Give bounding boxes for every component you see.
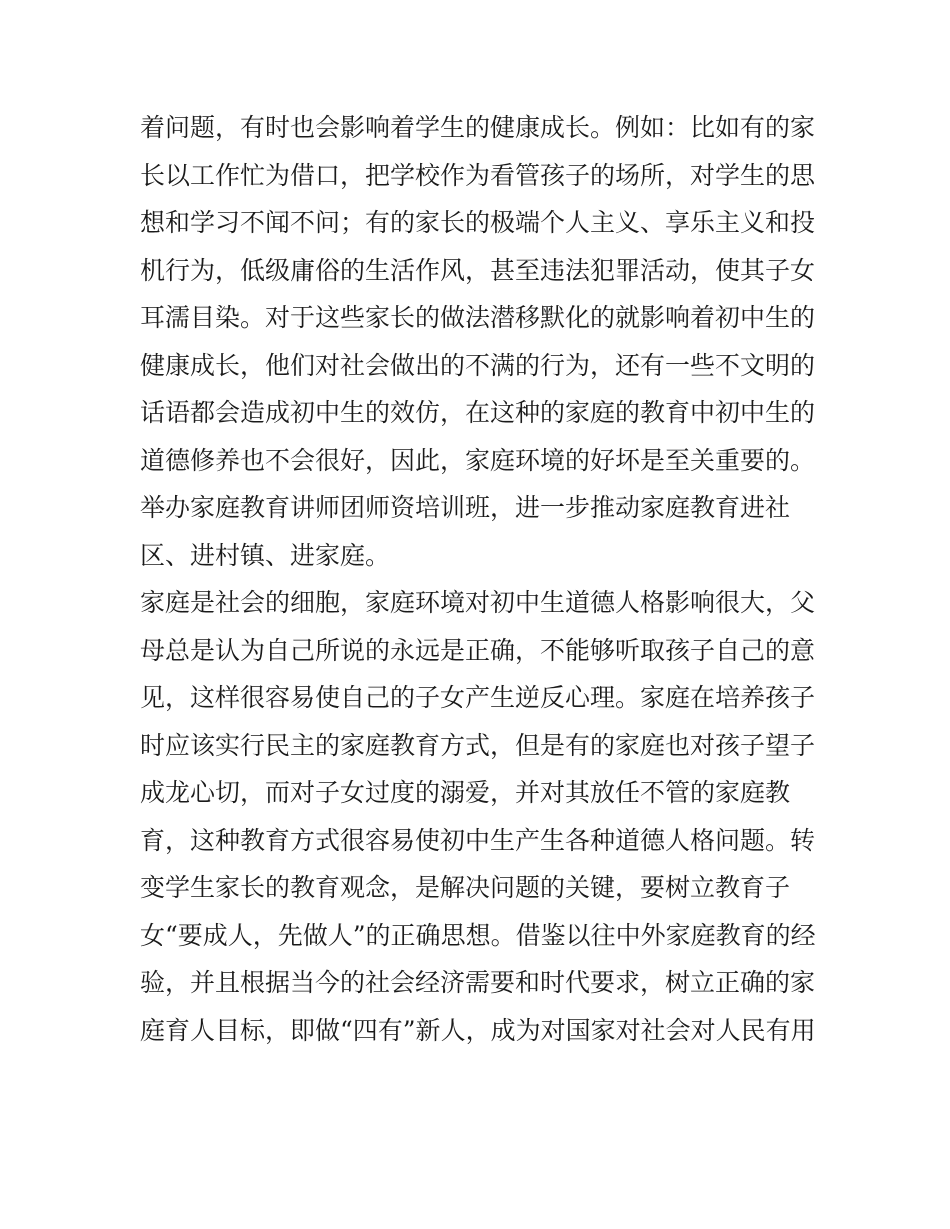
text-line: 健康成长，他们对社会做出的不满的行为，还有一些不文明的 [140, 350, 816, 380]
text-line: 道德修养也不会很好，因此，家庭环境的好坏是至关重要的。 [140, 445, 816, 475]
text-line: 见，这样很容易使自己的子女产生逆反心理。家庭在培养孩子 [140, 683, 816, 712]
text-line: 母总是认为自己所说的永远是正确，不能够听取孩子自己的意 [140, 635, 816, 665]
text-line: 验，并且根据当今的社会经济需要和时代要求，树立正确的家 [140, 968, 816, 997]
text-line: 机行为，低级庸俗的生活作风，甚至违法犯罪活动，使其子女 [140, 255, 816, 285]
text-line: 着问题，有时也会影响着学生的健康成长。例如：比如有的家 [140, 113, 816, 142]
text-line: 成龙心切，而对子女过度的溺爱，并对其放任不管的家庭教 [140, 778, 791, 807]
text-line: 耳濡目染。对于这些家长的做法潜移默化的就影响着初中生的 [140, 303, 816, 332]
text-line: 女“要成人，先做人”的正确思想。借鉴以往中外家庭教育的经 [140, 920, 816, 950]
text-line: 想和学习不闻不问；有的家长的极端个人主义、享乐主义和投 [140, 208, 816, 237]
text-line: 变学生家长的教育观念，是解决问题的关键，要树立教育子 [140, 873, 791, 902]
text-line: 时应该实行民主的家庭教育方式，但是有的家庭也对孩子望子 [140, 730, 816, 760]
text-line: 话语都会造成初中生的效仿，在这种的家庭的教育中初中生的 [140, 398, 816, 427]
text-line: 育，这种教育方式很容易使初中生产生各种道德人格问题。转 [140, 825, 816, 855]
text-line: 举办家庭教育讲师团师资培训班，进一步推动家庭教育进社 [140, 493, 791, 522]
text-line: 家庭是社会的细胞，家庭环境对初中生道德人格影响很大，父 [140, 588, 816, 617]
text-line: 庭育人目标，即做“四有”新人，成为对国家对社会对人民有用 [140, 1015, 816, 1045]
text-line: 区、进村镇、进家庭。 [140, 540, 391, 570]
text-line: 长以工作忙为借口，把学校作为看管孩子的场所，对学生的思 [140, 160, 816, 190]
body-text [140, 104, 830, 1054]
